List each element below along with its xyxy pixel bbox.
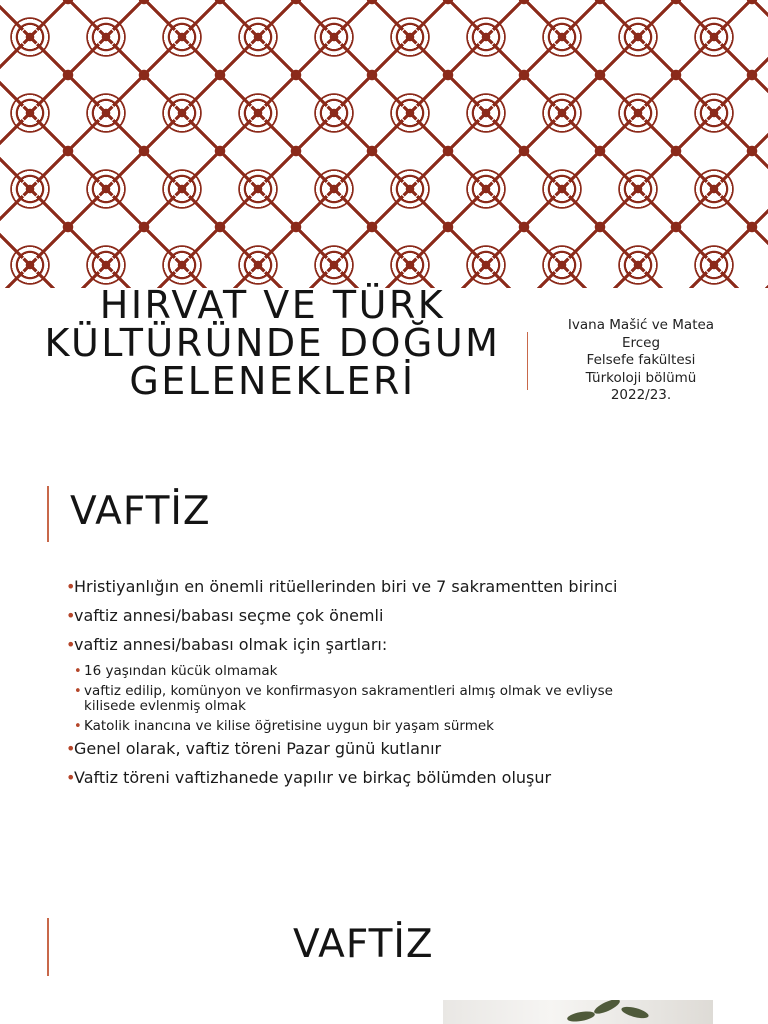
- bullet-item: [66, 606, 666, 625]
- title-line-1: HIRVAT VE TÜRK: [99, 283, 446, 327]
- bullet-item: [66, 739, 666, 758]
- bullet-dot-icon: •: [66, 739, 76, 758]
- bullet-dot-icon: •: [66, 635, 76, 654]
- bullet-text: Katolik inancına ve kilise öğretisine uygun bir yaşam sürmek: [84, 718, 495, 734]
- author-line-1: Ivana Mašić ve Matea: [567, 317, 715, 333]
- bullet-text: Vaftiz töreni vaftizhanede yapılır ve birkaç bölümden oluşur: [74, 768, 552, 787]
- sub-bullet-item: [66, 684, 666, 714]
- bullet-dot-icon: •: [74, 719, 82, 734]
- bullet-dot-icon: •: [66, 577, 76, 596]
- bullet-text: vaftiz annesi/babası olmak için şartları:: [74, 635, 388, 654]
- section-heading: VAFTİZ: [70, 489, 211, 534]
- author-line-4: Türkoloji bölümü: [585, 369, 697, 386]
- section-accent-bar: [47, 486, 49, 542]
- leaf-shape: [566, 1010, 595, 1024]
- bullet-text: 16 yaşından kücük olmamak: [84, 663, 278, 679]
- bullet-dot-icon: •: [74, 664, 82, 679]
- sub-bullet-item: [66, 719, 666, 734]
- bullet-text: Genel olarak, vaftiz töreni Pazar günü kutlanır: [74, 739, 442, 758]
- slide-title: [20, 283, 525, 403]
- bullet-item: [66, 577, 666, 596]
- author-line-2: Erceg: [621, 334, 661, 351]
- sub-bullet-item: [66, 664, 666, 679]
- author-line-5: 2022/23.: [610, 387, 672, 403]
- bullet-text: vaftiz annesi/babası seçme çok önemli: [74, 606, 384, 625]
- title-line-3: GELENEKLERİ: [129, 359, 416, 403]
- bullet-dot-icon: •: [74, 684, 82, 699]
- bullet-item: [66, 635, 666, 654]
- photo-image: [443, 1000, 713, 1024]
- bullet-list: [66, 577, 666, 797]
- section-heading-2: VAFTİZ: [293, 922, 434, 967]
- bullet-text: vaftiz edilip, komünyon ve konfirmasyon sakramentleri almış olmak ve evliyse kilisede evlenmiş olmak: [84, 683, 613, 714]
- bullet-dot-icon: •: [66, 606, 76, 625]
- title-line-2: KÜLTÜRÜNDE DOĞUM: [44, 321, 501, 365]
- decorative-pattern-banner: [0, 0, 768, 288]
- author-line-3: Felsefe fakültesi: [586, 352, 696, 368]
- section-accent-bar-2: [47, 918, 49, 976]
- author-info: [548, 317, 734, 405]
- leaf-shape: [620, 1005, 649, 1021]
- leaf-shape: [592, 1000, 621, 1016]
- bullet-dot-icon: •: [66, 768, 76, 787]
- bullet-text: Hristiyanlığın en önemli ritüellerinden biri ve 7 sakramentten birinci: [74, 577, 618, 596]
- title-divider: [527, 332, 528, 390]
- bullet-item: [66, 768, 666, 787]
